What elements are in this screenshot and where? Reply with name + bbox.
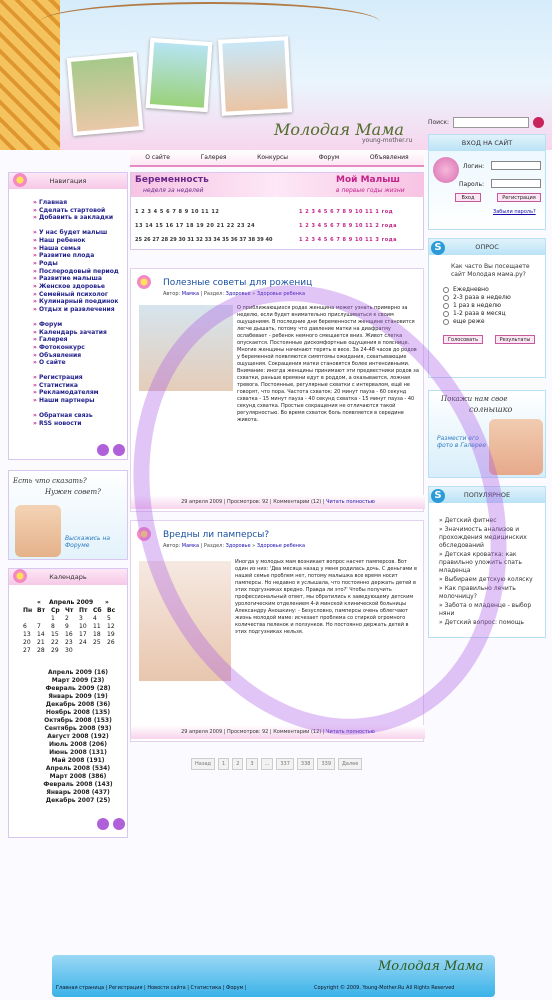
calendar-day[interactable]: 29	[51, 647, 59, 654]
archive-link[interactable]: Декабрь 2008 (36)	[45, 701, 111, 708]
page-next[interactable]: Далее	[338, 758, 362, 770]
pagination	[191, 758, 362, 770]
calendar-day[interactable]: 6	[23, 623, 27, 630]
forgot-password-link[interactable]: Забыли пароль?	[493, 209, 536, 215]
calendar-day[interactable]: 9	[65, 623, 69, 630]
baby-photo-1	[67, 52, 144, 136]
nav-forum[interactable]: Форум	[318, 154, 340, 161]
poll-question: Как часто Вы посещаете сайт Молодая мама.ру?	[451, 263, 530, 278]
popular-item[interactable]: » Детская кроватка: как правильно уложить спать младенца	[439, 551, 522, 574]
left-nav-link[interactable]: » Развитие малыша	[33, 275, 102, 282]
popular-list	[439, 517, 543, 628]
archive-link[interactable]: Март 2009 (23)	[51, 677, 105, 684]
weeks-row-1[interactable]: 1 2 3 4 5 6 7 8 9 10 11 12	[135, 209, 220, 215]
archive-link[interactable]: Апрель 2008 (534)	[45, 765, 111, 772]
poll-radio[interactable]	[443, 287, 449, 293]
calendar-day[interactable]: 15	[51, 631, 59, 638]
password-label: Пароль:	[459, 181, 485, 188]
page-link[interactable]: 339	[317, 758, 335, 770]
post-subsection[interactable]: Здоровье ребенка	[256, 543, 306, 549]
calendar-day[interactable]: 7	[37, 623, 41, 630]
baby-photo-3	[218, 36, 292, 116]
results-button[interactable]: Результаты	[495, 335, 535, 344]
poll-option-label: 1-2 раза в месяц	[453, 310, 506, 317]
calendar-day-header: Вс	[107, 607, 116, 614]
post-comments[interactable]: Комментарии (12)	[273, 729, 322, 735]
children-photo	[15, 505, 61, 557]
left-nav-link[interactable]: » Роды	[33, 260, 58, 267]
archive-link[interactable]: Декабрь 2007 (25)	[45, 797, 111, 804]
pregnancy-weeks-panel	[130, 172, 424, 250]
read-more-link[interactable]: Читать полностью	[326, 499, 375, 505]
post-title[interactable]: Полезные советы для рожениц	[163, 278, 313, 288]
bow-icon	[97, 441, 125, 461]
left-nav-link[interactable]: » Послеродовый период	[33, 268, 119, 275]
calendar-day-header: Ср	[51, 607, 60, 614]
read-more-link[interactable]: Читать полностью	[326, 729, 375, 735]
promo-line-3: Выскажись на Форуме	[65, 535, 111, 549]
post-image	[139, 305, 233, 391]
gallery-promo[interactable]	[428, 390, 546, 478]
flower-icon	[11, 569, 29, 583]
promo-right-line-3: Размести его фото в Галерее	[437, 435, 487, 449]
left-nav-link[interactable]: » О сайте	[33, 359, 66, 366]
forum-promo[interactable]	[8, 470, 128, 560]
baby-photo-2	[146, 38, 213, 112]
post-image	[139, 561, 231, 681]
calendar-day[interactable]: 18	[93, 631, 101, 638]
poll-radio[interactable]	[443, 319, 449, 325]
archive-link[interactable]: Март 2008 (386)	[49, 773, 107, 780]
poll-option-label: Ежедневно	[453, 286, 489, 293]
footer-logo[interactable]: Молодая Мама	[378, 959, 484, 974]
nav-gallery[interactable]: Галерея	[200, 154, 227, 161]
s-logo-icon: S	[431, 489, 445, 503]
archive-link[interactable]: Январь 2008 (437)	[46, 789, 110, 796]
archive-link[interactable]: Январь 2009 (19)	[48, 693, 108, 700]
left-nav-link[interactable]: » Наша семья	[33, 245, 81, 252]
calendar-day-header: Пт	[79, 607, 88, 614]
bow-icon	[97, 815, 125, 835]
site-logo[interactable]: Молодая Мама	[274, 120, 404, 139]
left-nav-link[interactable]: » Галерея	[33, 336, 68, 343]
clothesline	[40, 2, 380, 42]
mother-child-photo	[489, 419, 543, 475]
archive-link[interactable]: Февраль 2009 (28)	[45, 685, 111, 692]
login-label: Логин:	[463, 163, 485, 170]
archive-link[interactable]: Ноябрь 2008 (135)	[45, 709, 111, 716]
calendar-day[interactable]: 4	[93, 615, 97, 622]
promo-line-1: Есть что сказать?	[13, 477, 87, 485]
archive-link[interactable]: Июнь 2008 (131)	[49, 749, 107, 756]
calendar-day-header: Пн	[23, 607, 33, 614]
archive-link[interactable]: Октябрь 2008 (153)	[44, 717, 112, 724]
popular-box	[428, 486, 546, 638]
calendar-day[interactable]: 19	[107, 631, 115, 638]
post-section[interactable]: Здоровье	[225, 543, 251, 549]
calendar-day[interactable]: 8	[51, 623, 55, 630]
footer-copyright: Copyright © 2009. Young-Mother.Ru All Rights Reserved	[314, 985, 455, 991]
left-nav-link[interactable]: » Семейный психолог	[33, 291, 108, 298]
left-nav-link[interactable]: » Объявления	[33, 352, 81, 359]
poll-radio[interactable]	[443, 303, 449, 309]
archive-link[interactable]: Февраль 2008 (143)	[43, 781, 113, 788]
left-nav-link[interactable]: » Рекламодателям	[33, 389, 99, 396]
calendar-day[interactable]: 28	[37, 647, 45, 654]
left-nav-link[interactable]: » Статистика	[33, 382, 78, 389]
flower-icon	[135, 275, 153, 289]
footer-links[interactable]: Главная страница | Регистрация | Новости сайта | Статистика | Форум |	[56, 985, 247, 991]
calendar-day[interactable]: 24	[79, 639, 87, 646]
page-prev[interactable]: Назад	[191, 758, 215, 770]
calendar-day[interactable]: 20	[23, 639, 31, 646]
calendar-day[interactable]: 22	[51, 639, 59, 646]
popular-item[interactable]: » Детский вопрос: помощь	[439, 619, 524, 626]
left-nav-link[interactable]: » Главная	[33, 199, 67, 206]
left-nav-link[interactable]: » Календарь зачатия	[33, 329, 107, 336]
post-author[interactable]: Мамка	[181, 291, 200, 297]
calendar-day[interactable]: 26	[107, 639, 115, 646]
post-comments[interactable]: Комментарии (12)	[273, 499, 322, 505]
poll-box	[428, 238, 546, 378]
flower-icon	[135, 527, 153, 541]
search-input[interactable]	[453, 117, 529, 128]
calendar-day[interactable]: 11	[93, 623, 101, 630]
post-title[interactable]: Вредны ли памперсы?	[163, 530, 270, 540]
post-section[interactable]: Здоровье	[225, 291, 251, 297]
post-footer: 29 апреля 2009 | Просмотров: 92 | Комментарии (12) | Читать полностью	[131, 495, 425, 509]
weeks-row-2[interactable]: 13 14 15 16 17 18 19 20 21 22 23 24	[135, 223, 256, 229]
post-meta: Автор: Мамка | Раздел: Здоровье » Здоровье ребенка	[163, 291, 306, 297]
search-go-icon[interactable]	[533, 117, 544, 128]
page-ellipsis: ...	[261, 758, 274, 770]
calendar-day[interactable]: 14	[37, 631, 45, 638]
page-link[interactable]: 1	[218, 758, 229, 770]
calendar-day[interactable]: 10	[79, 623, 87, 630]
calendar-day[interactable]: 30	[65, 647, 73, 654]
pregnancy-sub: неделя за неделей	[143, 187, 204, 194]
calendar-day[interactable]: 2	[65, 615, 69, 622]
poll-option-label: еще реже	[453, 318, 485, 325]
promo-right-line-2: солнышко	[469, 405, 513, 414]
balloon-icon	[433, 157, 459, 183]
left-nav-link[interactable]: » Отдых и развлечения	[33, 306, 115, 313]
s-logo-icon: S	[431, 241, 445, 255]
popular-title: ПОПУЛЯРНОЕ	[429, 487, 545, 503]
calendar-prev[interactable]: «	[37, 599, 41, 606]
calendar-month: Апрель 2009	[49, 599, 94, 606]
pregnancy-title: Беременность	[135, 175, 209, 185]
calendar-day[interactable]: 16	[65, 631, 73, 638]
post-subsection[interactable]: Здоровье ребенка	[256, 291, 306, 297]
calendar-day-header: Сб	[93, 607, 102, 614]
page-link[interactable]: 338	[297, 758, 315, 770]
nav-contests[interactable]: Конкурсы	[257, 154, 288, 161]
baby-title: Мой Малыш	[336, 175, 400, 185]
poll-option-label: 2-3 раза в неделю	[453, 294, 511, 301]
login-button[interactable]: Вход	[455, 193, 481, 202]
left-nav-link[interactable]: » Фотоконкурс	[33, 344, 85, 351]
left-nav-box	[8, 172, 128, 460]
calendar-day-header: Чт	[65, 607, 74, 614]
top-nav	[130, 150, 424, 167]
nav-about[interactable]: О сайте	[145, 154, 170, 161]
calendar-day[interactable]: 21	[37, 639, 45, 646]
archive-link[interactable]: Август 2008 (192)	[47, 733, 109, 740]
page-link[interactable]: 2	[232, 758, 243, 770]
popular-item[interactable]: » Значимость анализов и прохождения медицинских обследований	[439, 526, 527, 549]
baby-banner[interactable]	[276, 173, 424, 197]
archive-link[interactable]: Сентябрь 2008 (93)	[44, 725, 112, 732]
login-title: ВХОД НА САЙТ	[429, 135, 545, 151]
post-2	[130, 520, 424, 742]
popular-item[interactable]: » Детский фитнес	[439, 517, 497, 524]
left-nav-link[interactable]: » RSS новости	[33, 420, 81, 427]
pregnancy-banner[interactable]	[131, 173, 276, 197]
login-field[interactable]	[491, 161, 541, 170]
site-logo-sub: young-mother.ru	[362, 137, 413, 144]
calendar-day[interactable]: 3	[79, 615, 83, 622]
left-nav-link[interactable]: » Обратная связь	[33, 412, 93, 419]
site-header	[0, 0, 552, 150]
left-nav-link[interactable]: » Развитие плода	[33, 252, 94, 259]
left-nav-link[interactable]: » Форум	[33, 321, 62, 328]
vote-button[interactable]: Голосовать	[443, 335, 483, 344]
calendar-next[interactable]: »	[105, 599, 109, 606]
poll-radio[interactable]	[443, 311, 449, 317]
post-footer: 29 апреля 2009 | Просмотров: 92 | Комментарии (12) | Читать полностью	[131, 725, 425, 739]
post-1	[130, 268, 424, 512]
calendar-day[interactable]: 5	[107, 615, 111, 622]
poll-radio[interactable]	[443, 295, 449, 301]
left-nav-link[interactable]: » Наш ребенок	[33, 237, 85, 244]
page-link[interactable]: 3	[246, 758, 257, 770]
left-nav-title: Навигация	[9, 173, 127, 189]
calendar-box	[8, 568, 128, 838]
months-row-2[interactable]: 1 2 3 4 5 6 7 8 9 10 11 2 года	[299, 223, 398, 229]
search-label: Поиск:	[428, 119, 450, 126]
archive-link[interactable]: Июль 2008 (206)	[49, 741, 107, 748]
site-footer	[52, 955, 495, 997]
calendar-day[interactable]: 27	[23, 647, 31, 654]
archive-link[interactable]: Апрель 2009 (16)	[47, 669, 109, 676]
promo-line-2: Нужен совет?	[45, 488, 101, 496]
password-field[interactable]	[491, 179, 541, 188]
page-link[interactable]: 337	[276, 758, 294, 770]
poll-option-label: 1 раз в неделю	[453, 302, 502, 309]
left-nav-link[interactable]: » Сделать стартовой	[33, 207, 105, 214]
flower-icon	[11, 173, 29, 187]
promo-right-line-1: Покажи нам свое	[441, 395, 508, 403]
calendar-title: Календарь	[9, 569, 127, 585]
archive-link[interactable]: Май 2008 (191)	[51, 757, 105, 764]
weeks-row-3[interactable]: 25 26 27 28 29 30 31 32 33 34 35 36 37 38 39 40	[135, 237, 273, 243]
poll-title: ОПРОС	[429, 239, 545, 255]
calendar-day[interactable]: 13	[23, 631, 31, 638]
post-text: О приближающихся родах женщина может узнать примерно за неделю, если будет внимательно прислушиваться к своим ощущениям. В последние дни беременности женщине становится легче дышать, потому что давление матки на диафрагму ослабевает - ребенок немного смещается вниз. Живот слегка опускается. Постоянные дискомфортные ощущения в пояснице. Многие женщины начинают терять в весе. За 24-48 часов до родов у беременной появляются симптомы ожидания, схватывающие ощущения. Сокращения матки становятся более интенсивными. Внимание: иногда женщины принимают эти предвестники родов за схватки, раньше времени едут в роддом, а оказывается, ложная тревога. Постоянные, регулярные схватки с интервалом, ещё не говорят, что пора. Частота схваток: 20 минут пауза - 60 секунд схватка - 15 минут пауза - 40 секунд схватка - 15 минут пауза - 40 секунд схватка. Простые сокращения не отличаются такой регулярностью. Во время схваток боль появляется в середине живота.	[237, 305, 419, 423]
post-meta: Автор: Мамка | Раздел: Здоровье » Здоровье ребенка	[163, 543, 306, 549]
popular-item[interactable]: » Забота о младенце - выбор няни	[439, 602, 532, 617]
months-row-1[interactable]: 1 2 3 4 5 6 7 8 9 10 11 1 год	[299, 209, 394, 215]
left-nav-link[interactable]: » Добавить в закладки	[33, 214, 113, 221]
left-nav-link[interactable]: » Регистрация	[33, 374, 83, 381]
left-nav-link[interactable]: » У нас будет малыш	[33, 229, 107, 236]
calendar-day[interactable]: 25	[93, 639, 101, 646]
calendar-day[interactable]: 17	[79, 631, 87, 638]
calendar-day-header: Вт	[37, 607, 46, 614]
popular-item[interactable]: » Как правильно лечить молочницу?	[439, 585, 516, 600]
left-nav-link[interactable]: » Женское здоровье	[33, 283, 105, 290]
popular-item[interactable]: » Выбираем детскую коляску	[439, 576, 533, 583]
calendar-day[interactable]: 1	[51, 615, 55, 622]
post-author[interactable]: Мамка	[181, 543, 200, 549]
left-nav-link[interactable]: » Наши партнеры	[33, 397, 95, 404]
nav-ads[interactable]: Объявления	[369, 154, 409, 161]
calendar-day[interactable]: 12	[107, 623, 115, 630]
baby-sub: в первые годы жизни	[336, 187, 405, 194]
register-button[interactable]: Регистрация	[497, 193, 541, 202]
left-nav-link[interactable]: » Кулинарный поединок	[33, 298, 118, 305]
login-box	[428, 134, 546, 230]
calendar-day[interactable]: 23	[65, 639, 73, 646]
months-row-3[interactable]: 1 2 3 4 5 6 7 8 9 10 11 3 года	[299, 237, 398, 243]
post-text: Иногда у молодых мам возникает вопрос насчет памперсов. Вот один из них: 'Два месяца назад у меня родилась дочь. С деньгами в нашей семье проблем нет, потому малышка все время носит памперсы. Но недавно я услышала, что постоянно держать детей в этих подгузниках вредно. Правда ли это?' Чтобы получить профессиональный ответ, мы обратились к заведующему детским урологическим отделением 4-й минской клинической больницы Александру Аношкину: - Безусловно, памперсы очень облегчают жизнь молодой маме: исчезает проблема со стиркой огромного количества пеленок и ползунков. Но постоянно держать детей в этих подгузниках нельзя.	[235, 559, 417, 635]
